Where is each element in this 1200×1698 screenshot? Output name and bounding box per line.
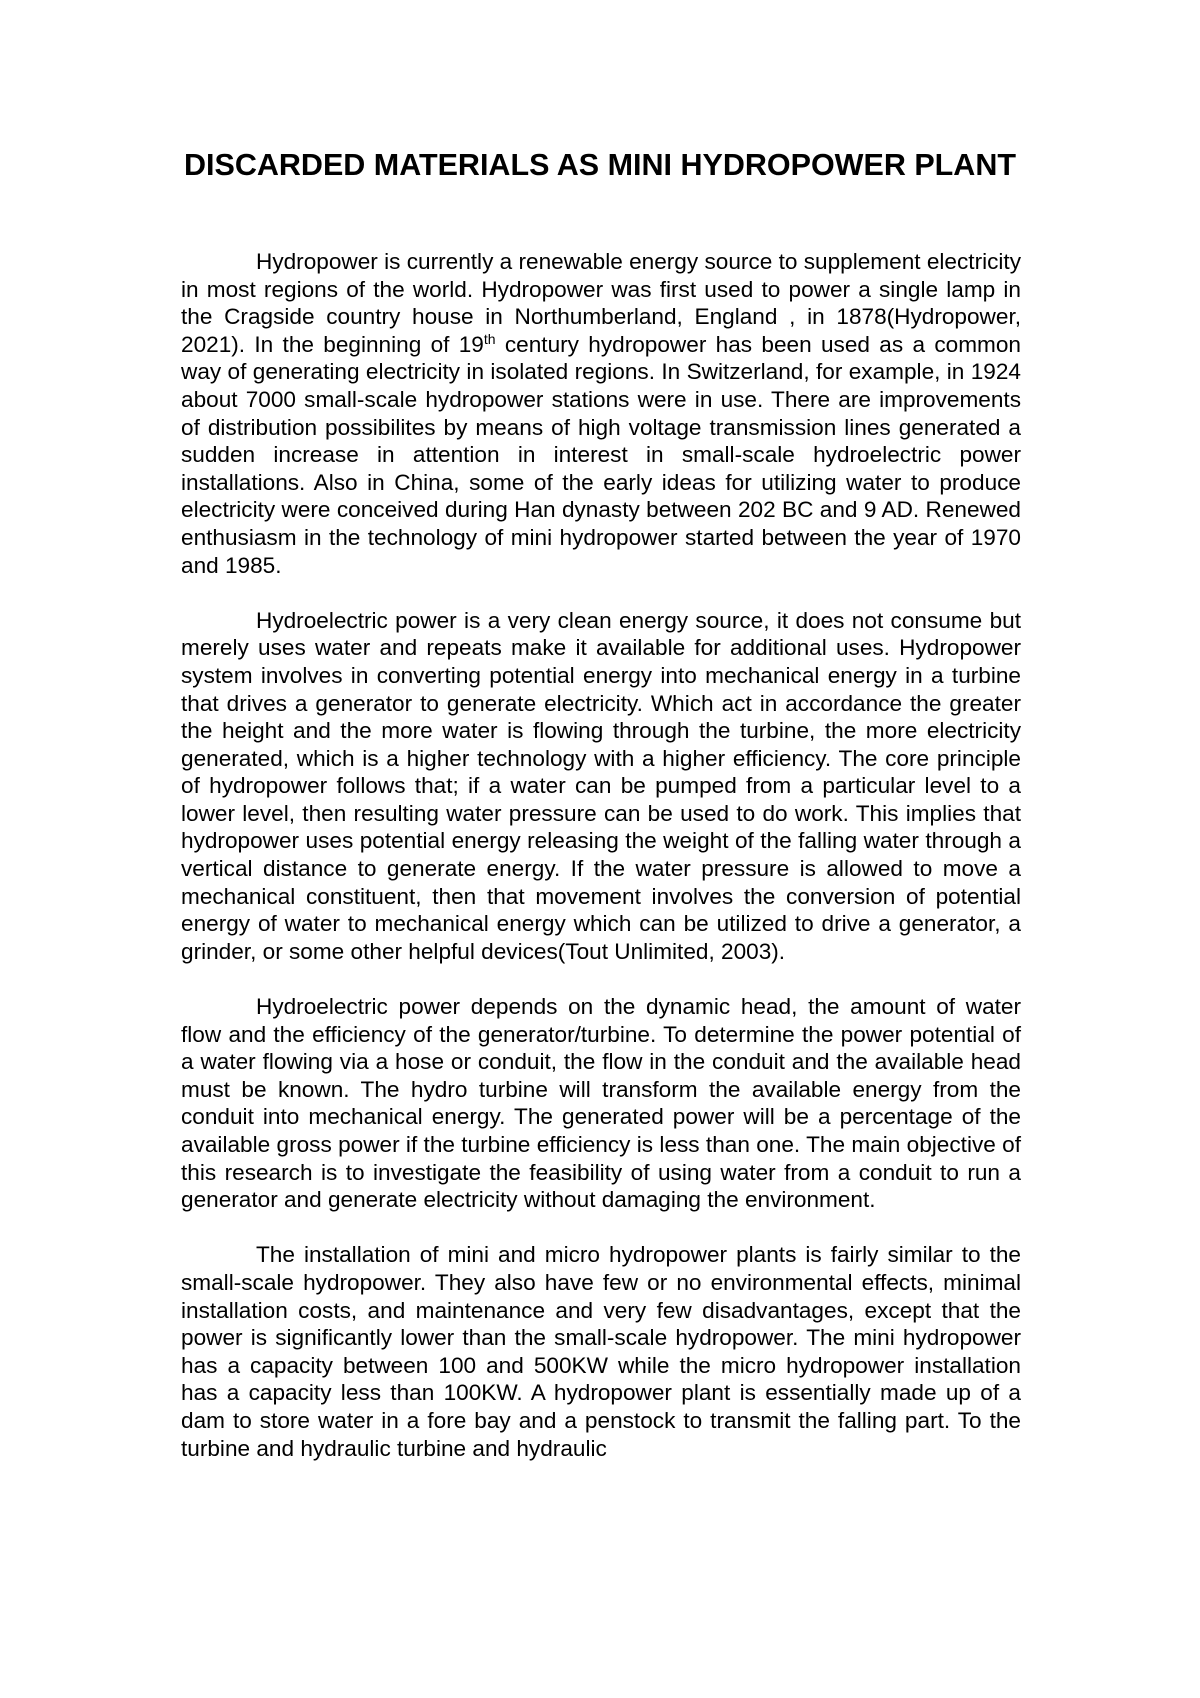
paragraph-installation: The installation of mini and micro hydropower plants is fairly similar to the small-scale hydropower. They also have few or no environmental effects, minimal installation costs, and maintenance and very few disadvantages, except that the power is significantly lower than the small-scale hydropower. The mini hydropower has a capacity between 100 and 500KW while the micro hydropower installation has a capacity less than 100KW. A hydropower plant is essentially made up of a dam to store water in a fore bay and a penstock to transmit the falling part. To the turbine and hydraulic turbine and hydraulic (181, 1242, 1021, 1461)
document-title: DISCARDED MATERIALS AS MINI HYDROPOWER PLANT (184, 148, 1016, 182)
document-body (181, 248, 1021, 1490)
paragraph-history (181, 248, 1021, 579)
paragraph-principle: Hydroelectric power is a very clean energy source, it does not consume but merely uses water and repeats make it available for additional uses. Hydropower system involves in converting potential energy into mechanical energy in a turbine that drives a generator to generate electricity. Which act in accordance the greater the height and the more water is flowing through the turbine, the more electricity generated, which is a higher technology with a higher efficiency. The core principle of hydropower follows that; if a water can be pumped from a particular level to a lower level, then resulting water pressure can be used to do work. This implies that hydropower uses potential energy releasing the weight of the falling water through a vertical distance to generate energy. If the water pressure is allowed to move a mechanical constituent, then that movement involves the conversion of potential energy of water to mechanical energy which can be utilized to drive a generator, a grinder, or some other helpful devices(Tout Unlimited, 2003). (181, 607, 1021, 964)
paragraph-history-text-end: century hydropower has been used as a common way of generating electricity in isolated regions. In Switzerland, for example, in 1924 about 7000 small-scale hydropower stations were in use. There are improvements of distribution possibilites by means of high voltage transmission lines generated a sudden increase in attention in interest in small-scale hydroelectric power installations. Also in China, some of the early ideas for utilizing water to produce electricity were conceived during Han dynasty between 202 BC and 9 AD. Renewed enthusiasm in the technology of mini hydropower started between the year of 1970 and 1985. (181, 331, 1021, 578)
paragraph-history-text-start: Hydropower is currently a renewable energy source to supplement electricity in most regions of the world. Hydropower was first used to power a single lamp in the Cragside country house in Northumberland, England , in 1878(Hydropower, 2021). In the beginning of 19 (181, 249, 1021, 357)
paragraph-objective: Hydroelectric power depends on the dynamic head, the amount of water flow and the efficiency of the generator/turbine. To determine the power potential of a water flowing via a hose or conduit, the flow in the conduit and the available head must be known. The hydro turbine will transform the available energy from the conduit into mechanical energy. The generated power will be a percentage of the available gross power if the turbine efficiency is less than one. The main objective of this research is to investigate the feasibility of using water from a conduit to run a generator and generate electricity without damaging the environment. (181, 994, 1021, 1213)
ordinal-superscript: th (483, 330, 496, 347)
